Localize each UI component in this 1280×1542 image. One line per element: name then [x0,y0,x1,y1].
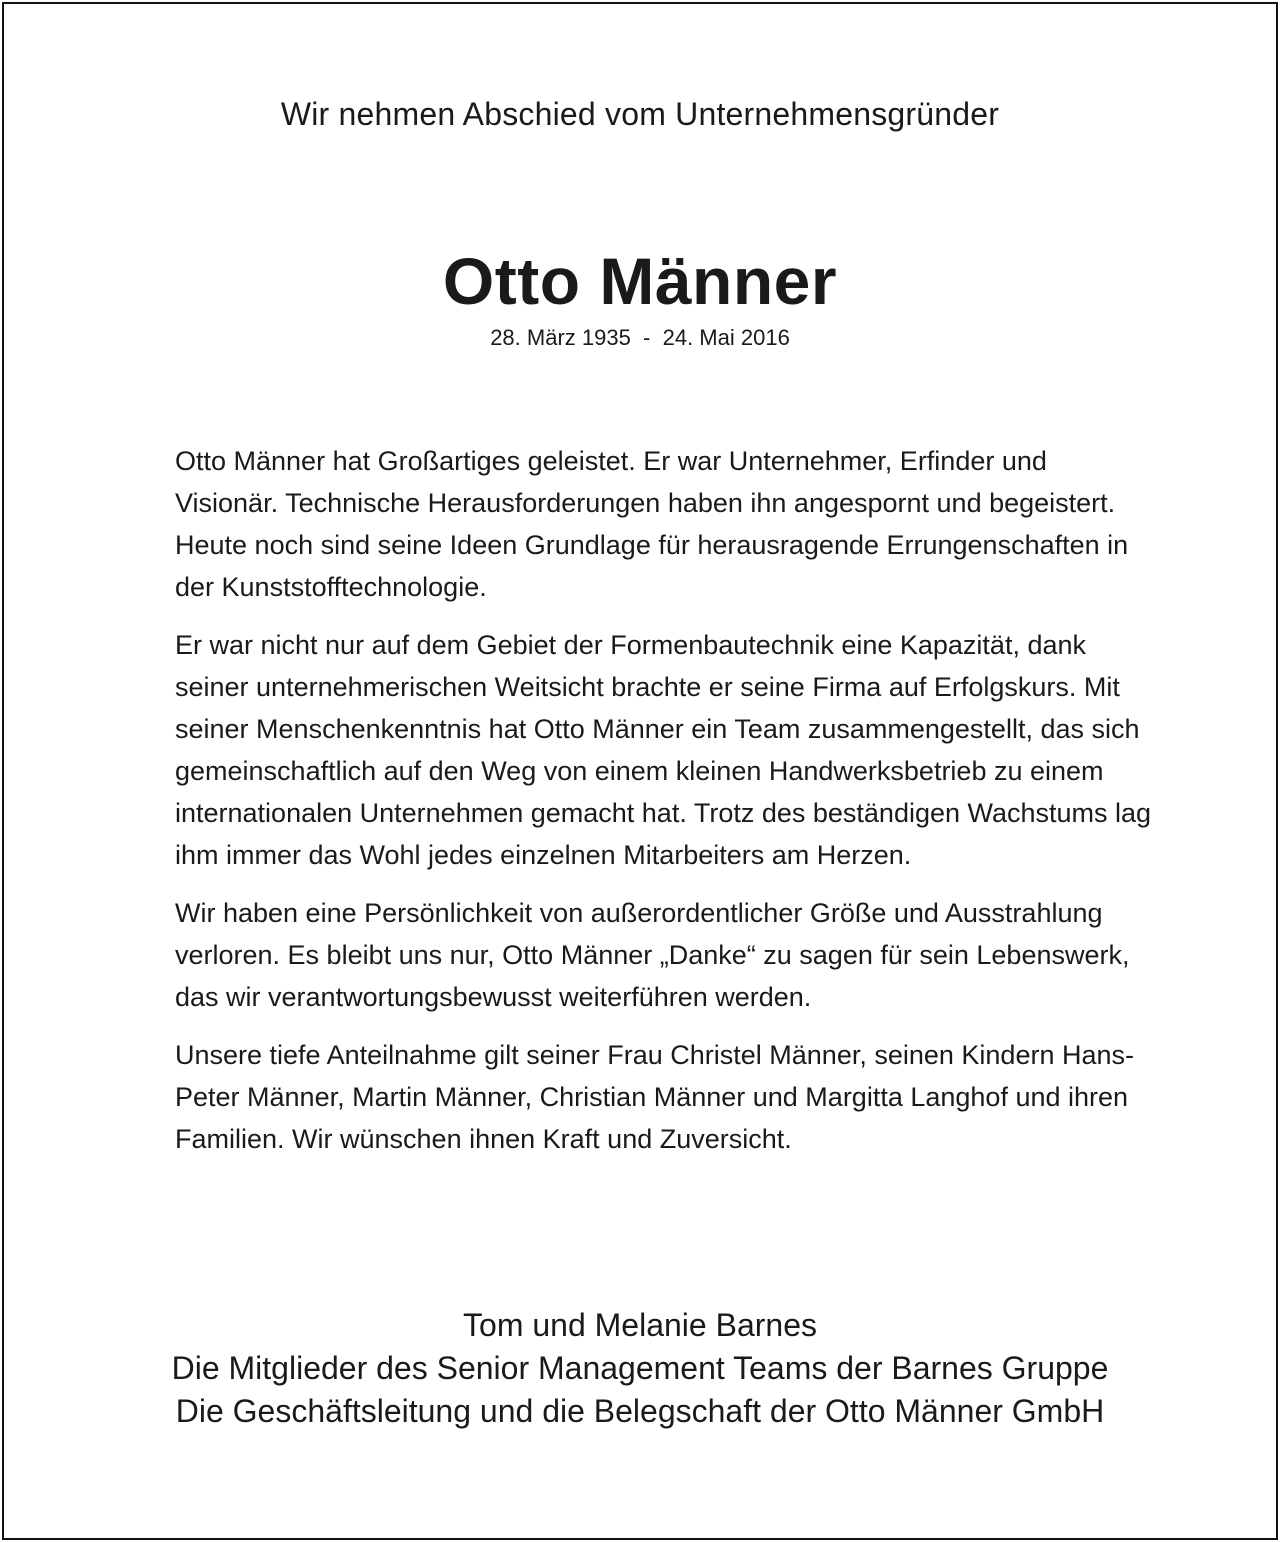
signature-line: Tom und Melanie Barnes [463,1307,817,1343]
paragraph-company: Er war nicht nur auf dem Gebiet der Formenbautechnik eine Kapazität, dank seiner unternehmerischen Weitsicht brachte er seine Firma auf Erfolgskurs. Mit seiner Menschenkenntnis hat Otto Männer ein Team zusammengestellt, das sich gemeinschaftlich auf den Weg von einem kleinen Handwerksbetrieb zu einem internationalen Unternehmen gemacht hat. Trotz des beständigen Wachstums lag ihm immer das Wohl jedes einzelnen Mitarbeiters am Herzen. [175,630,1152,870]
life-dates: 28. März 1935 - 24. Mai 2016 [490,325,790,350]
paragraph-condolence: Unsere tiefe Anteilnahme gilt seiner Frau Christel Männer, seinen Kindern Hans-Peter Männer, Martin Männer, Christian Männer und Margitta Langhof und ihren Familien. Wir wünschen ihnen Kraft und Zuversicht. [175,1040,1134,1154]
signatures [0,1304,1280,1433]
signature-line: Die Geschäftsleitung und die Belegschaft der Otto Männer GmbH [175,1393,1105,1429]
paragraph-gratitude: Wir haben eine Persönlichkeit von außerordentlicher Größe und Ausstrahlung verloren. Es bleibt uns nur, Otto Männer „Danke“ zu sagen für sein Lebenswerk, das wir verantwortungsbewusst weiterführen werden. [175,898,1130,1012]
signature-line: Die Mitglieder des Senior Management Teams der Barnes Gruppe [171,1350,1109,1386]
deceased-name: Otto Männer [442,244,838,318]
notice-intro: Wir nehmen Abschied vom Unternehmensgründer [280,96,1000,132]
notice-body [175,440,1155,1176]
paragraph-achievements: Otto Männer hat Großartiges geleistet. Er war Unternehmer, Erfinder und Visionär. Technische Herausforderungen haben ihn angespornt und begeistert. Heute noch sind seine Ideen Grundlage für herausragende Errungenschaften in der Kunststofftechnologie. [175,446,1129,602]
